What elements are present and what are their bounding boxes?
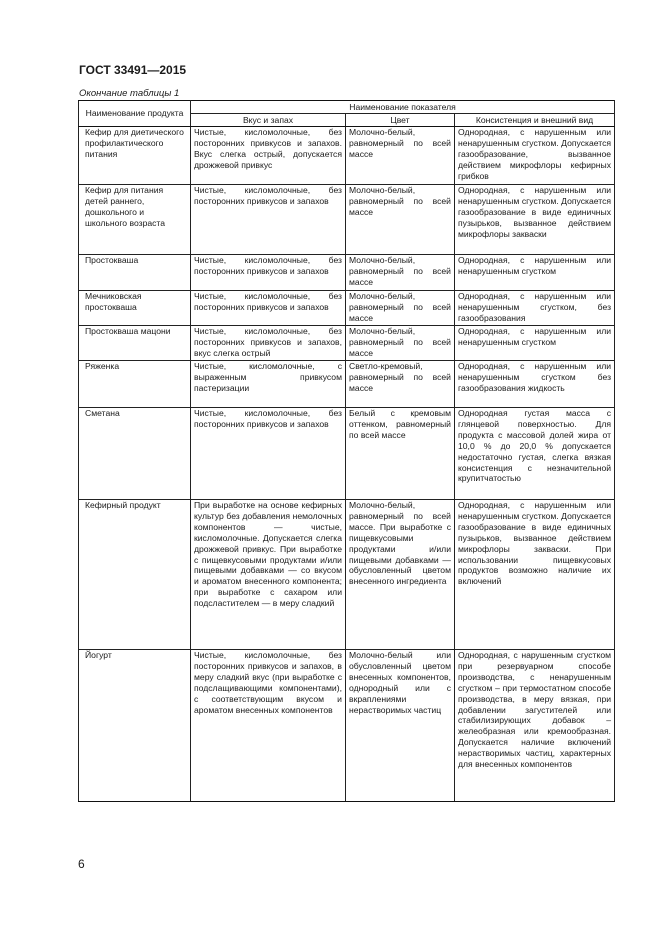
cell-consistency: Однородная, с нарушенным сгустком при резервуарном способе производства, с ненарушенным сгустком – при термостатном способе производства, в меру вязкая, при добавлении загустителей или стабилизирующих добавок – желеобразная или кремообразная. Допускается наличие включений нерастворимых частиц, характерных для внесенных компонентов <box>455 650 615 802</box>
cell-taste: Чистые, кисломолочные, без посторонних привкусов и запахов <box>191 255 346 291</box>
cell-taste: Чистые, кисломолочные, без посторонних привкусов и запахов <box>191 291 346 326</box>
cell-taste: Чистые, кисломолочные, без посторонних привкусов и запахов, в меру сладкий вкус (при выработке с подслащивающими компонентами), с соответствующим вкусом и ароматом внесенных компонентов <box>191 650 346 802</box>
cell-color: Молочно-белый, равномерный по всей массе <box>346 185 455 255</box>
cell-color: Молочно-белый, равномерный по всей массе <box>346 127 455 185</box>
cell-taste: При выработке на основе кефирных культур без добавления немолочных компонентов — чистые, кисломолочные. Допускается слегка дрожжевой привкус. При выработке с пищевкусовыми продуктами и/или пищевыми добавками — со вкусом и ароматом внесенного компонента; при выработке с сахаром или подсластителем — в меру сладкий <box>191 500 346 650</box>
cell-consistency: Однородная, с нарушенным или ненарушенным сгустком. Допускается газообразование в виде единичных пузырьков, вызванное действием микрофлоры закваски <box>455 185 615 255</box>
cell-product: Ряженка <box>79 361 191 408</box>
cell-product: Сметана <box>79 408 191 500</box>
cell-consistency: Однородная, с нарушенным или ненарушенным сгустком <box>455 255 615 291</box>
cell-consistency: Однородная, с нарушенным или ненарушенным сгустком, без газообразования <box>455 291 615 326</box>
cell-consistency: Однородная, с нарушенным или ненарушенным сгустком. Допускается газообразование, вызванное действием микрофлоры кефирных грибков <box>455 127 615 185</box>
cell-product: Кефир для диетического профилактического питания <box>79 127 191 185</box>
table-caption: Окончание таблицы 1 <box>79 88 180 99</box>
cell-product: Кефир для питания детей раннего, дошкольного и школьного возраста <box>79 185 191 255</box>
table-row <box>79 650 615 802</box>
table-row <box>79 185 615 255</box>
table-row <box>79 127 615 185</box>
cell-product: Йогурт <box>79 650 191 802</box>
cell-product: Простокваша <box>79 255 191 291</box>
table-row <box>79 291 615 326</box>
header-consistency: Консистенция и внешний вид <box>455 114 615 127</box>
cell-product: Кефирный продукт <box>79 500 191 650</box>
cell-product: Мечниковская простокваша <box>79 291 191 326</box>
table-row <box>79 255 615 291</box>
cell-color: Молочно-белый или обусловленный цветом внесенных компонентов, однородный или с вкраплениями нерастворимых частиц <box>346 650 455 802</box>
cell-consistency: Однородная, с нарушенным или ненарушенным сгустком <box>455 326 615 361</box>
header-indicator-name: Наименование показателя <box>191 101 615 114</box>
table-row <box>79 361 615 408</box>
cell-color: Молочно-белый, равномерный по всей массе <box>346 326 455 361</box>
cell-color: Светло-кремовый, равномерный по всей массе <box>346 361 455 408</box>
cell-taste: Чистые, кисломолочные, с выраженным привкусом пастеризации <box>191 361 346 408</box>
cell-taste: Чистые, кисломолочные, без посторонних привкусов и запахов, вкус слегка острый <box>191 326 346 361</box>
cell-color: Молочно-белый, равномерный по всей массе <box>346 291 455 326</box>
header-taste: Вкус и запах <box>191 114 346 127</box>
indicators-table <box>78 100 615 802</box>
cell-taste: Чистые, кисломолочные, без посторонних привкусов и запахов <box>191 408 346 500</box>
cell-color: Белый с кремовым оттенком, равномерный по всей массе <box>346 408 455 500</box>
cell-consistency: Однородная, с нарушенным или ненарушенным сгустком. Допускается газообразование в виде единичных пузырьков, вызванное действием микрофлоры закваски. При использовании пищевкусовых продуктов возможно наличие их включений <box>455 500 615 650</box>
cell-color: Молочно-белый, равномерный по всей массе <box>346 255 455 291</box>
table-row <box>79 500 615 650</box>
cell-product: Простокваша мацони <box>79 326 191 361</box>
header-product: Наименование продукта <box>79 101 191 127</box>
cell-taste: Чистые, кисломолочные, без посторонних привкусов и запахов. Вкус слегка острый, допускается дрожжевой привкус <box>191 127 346 185</box>
cell-taste: Чистые, кисломолочные, без посторонних привкусов и запахов <box>191 185 346 255</box>
cell-consistency: Однородная, с нарушенным или ненарушенным сгустком без газообразования жидкость <box>455 361 615 408</box>
table-row <box>79 408 615 500</box>
cell-consistency: Однородная густая масса с глянцевой поверхностью. Для продукта с массовой долей жира от 10,0 % до 20,0 % допускается недостаточно густая, слегка вязкая консистенция с незначительной крупитчатостью <box>455 408 615 500</box>
table-row <box>79 326 615 361</box>
page-number: 6 <box>78 857 85 871</box>
document-header: ГОСТ 33491—2015 <box>79 63 187 77</box>
cell-color: Молочно-белый, равномерный по всей массе. При выработке с пищевкусовыми продуктами и/или пищевыми добавками — обусловленный цветом внесенного ингредиента <box>346 500 455 650</box>
header-color: Цвет <box>346 114 455 127</box>
